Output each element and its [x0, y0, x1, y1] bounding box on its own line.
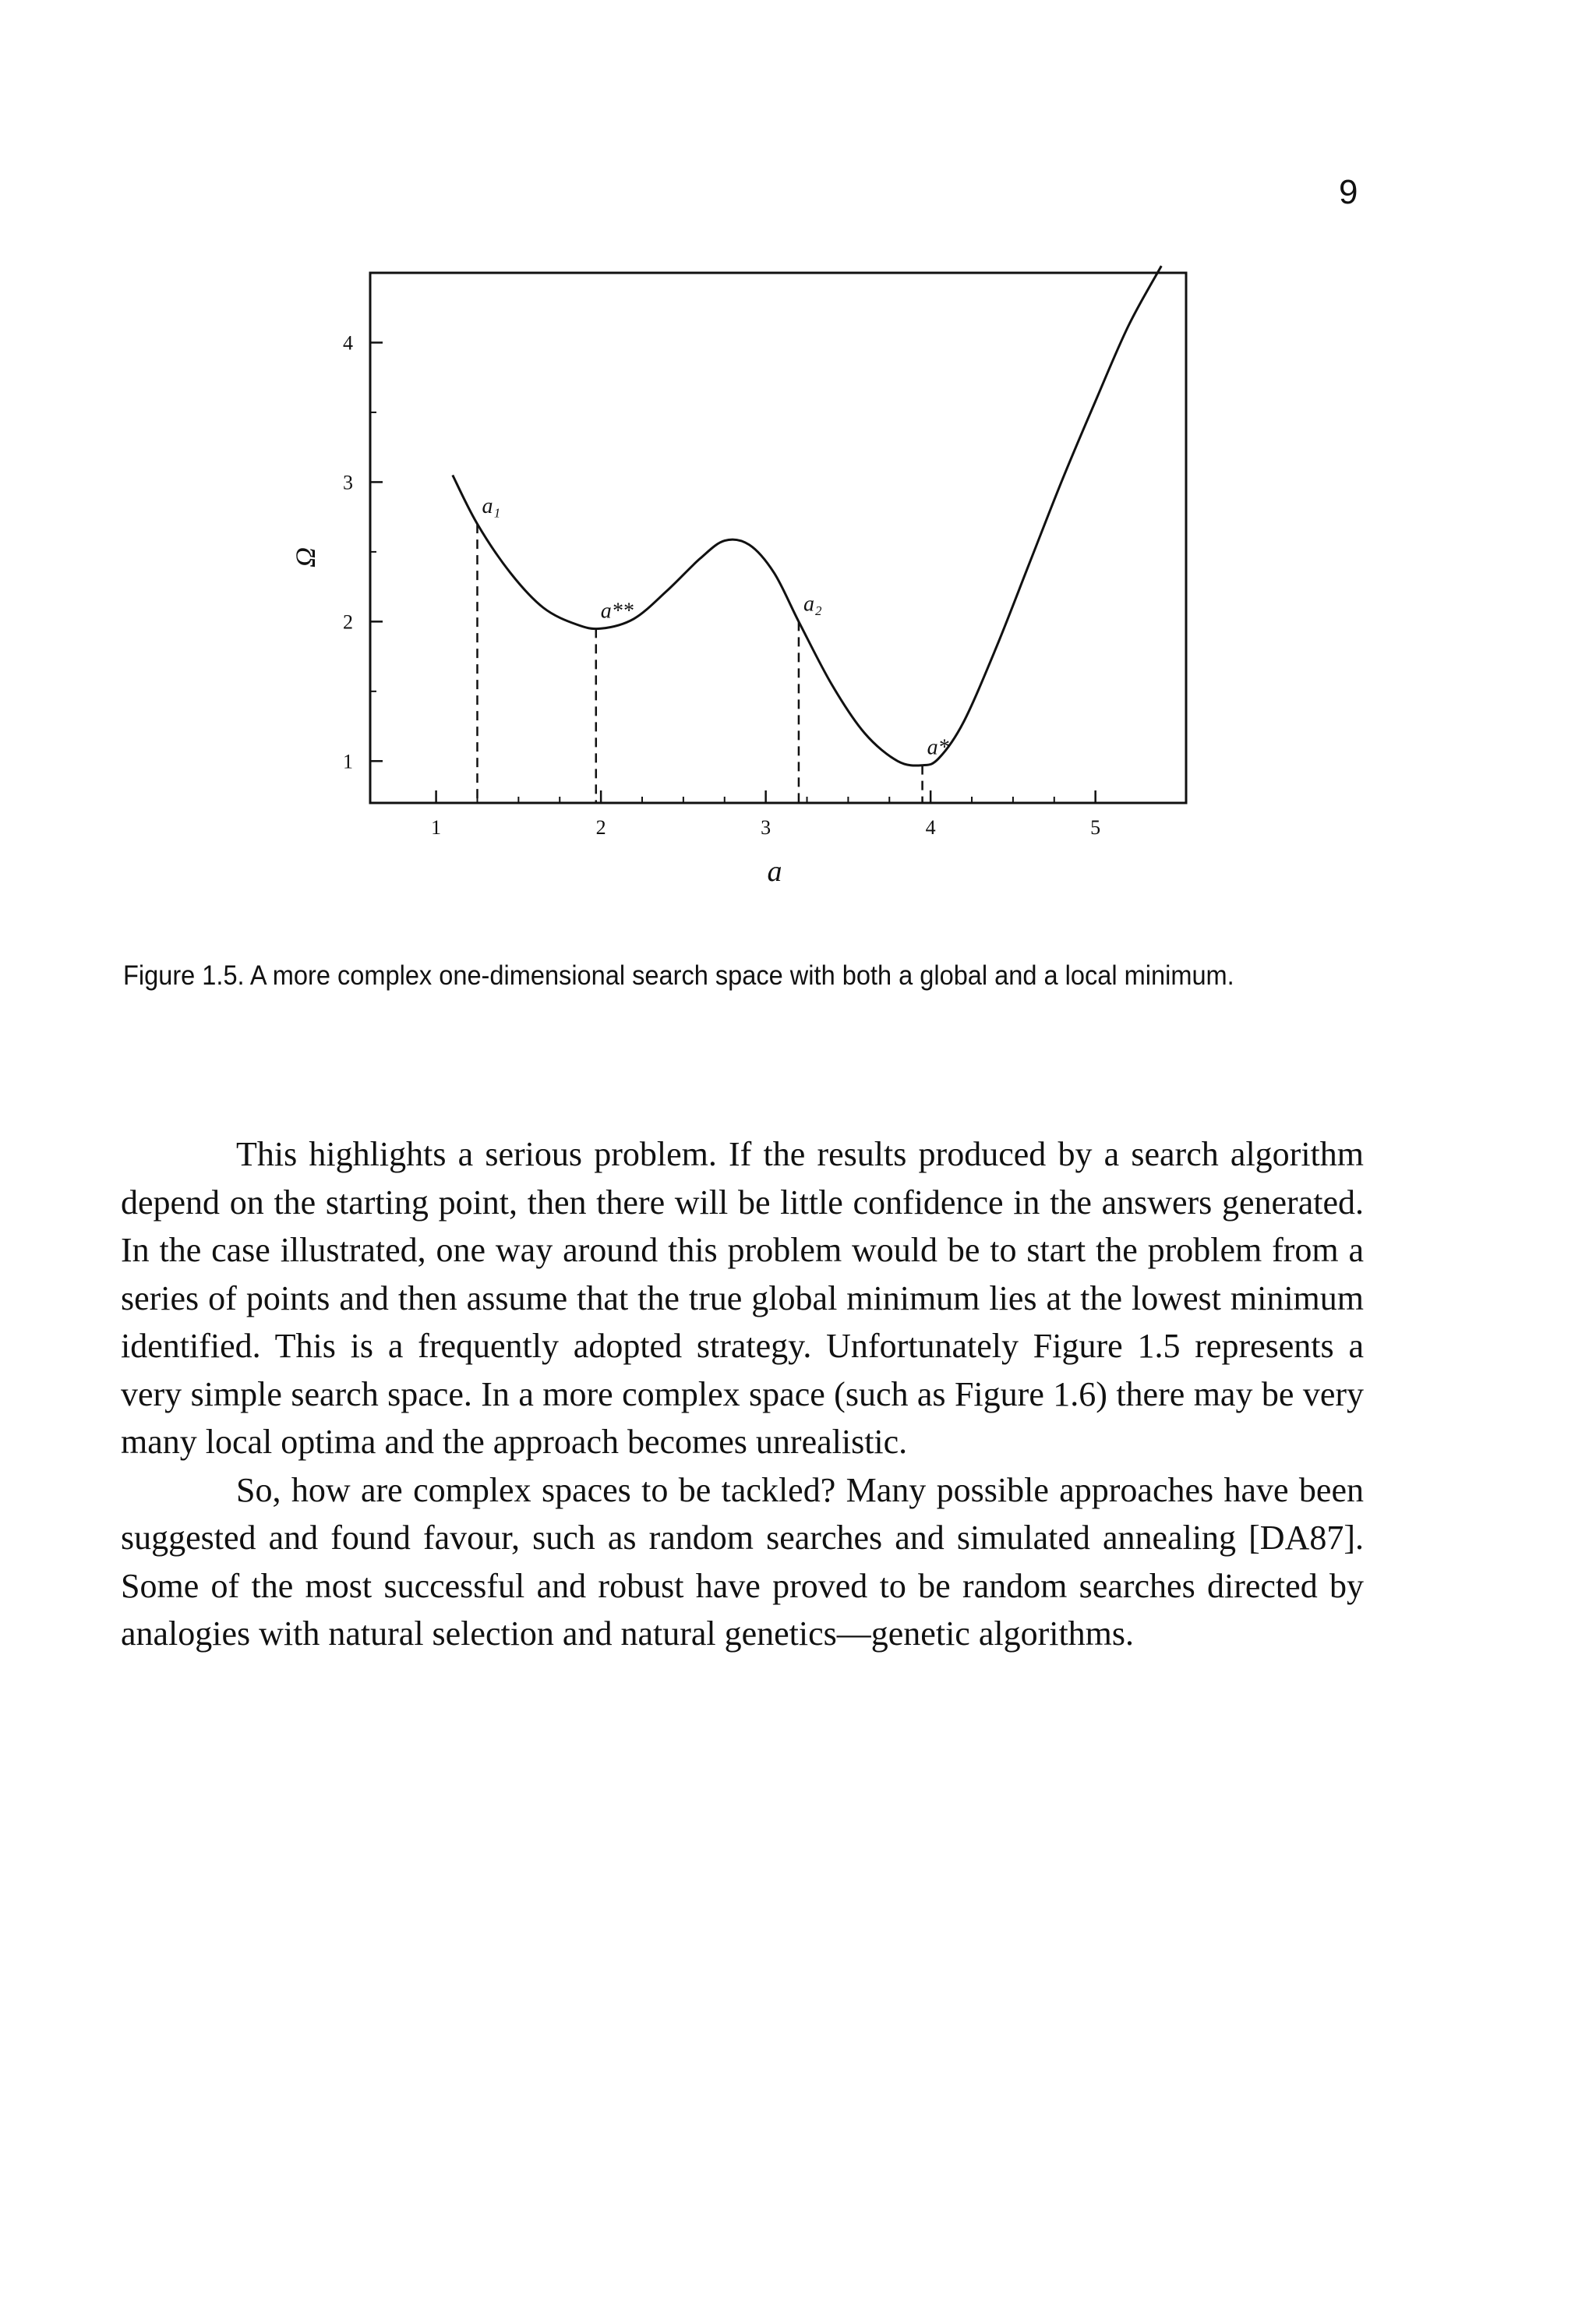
body-text: [121, 1130, 1364, 1658]
y-tick-label: 2: [343, 610, 353, 634]
curve-line: [453, 266, 1162, 766]
x-tick-label: 2: [595, 816, 606, 839]
x-tick-label: 5: [1090, 816, 1101, 839]
paragraph-2: So, how are complex spaces to be tackled? Many possible approaches have been suggested and found favour, such as random searches and simulated annealing [DA87]. Some of the most successful and robust have proved to be random searches directed by analogies with natural selection and natural genetics—genetic algorithms.: [121, 1470, 1364, 1653]
x-tick-label: 1: [431, 816, 442, 839]
y-axis-label: Ω: [290, 546, 321, 568]
marker-label: a**: [600, 599, 634, 624]
page-number: 9: [1339, 173, 1358, 211]
y-tick-label: 4: [343, 331, 353, 355]
marker-label: a₁: [482, 494, 501, 519]
marker-label: a₂: [803, 592, 822, 617]
figure-chart: [0, 0, 1596, 920]
plot-frame: [370, 273, 1186, 803]
x-axis-label: a: [767, 855, 782, 888]
x-tick-label: 3: [761, 816, 772, 839]
marker-label: a*: [927, 735, 949, 760]
y-tick-label: 1: [343, 750, 353, 773]
paragraph-1: This highlights a serious problem. If the results produced by a search algorithm depend on the starting point, then there will be little confidence in the answers generated. In the case illustrated, one way around this problem would be to start the problem from a series of points and then assume that the true global minimum lies at the lowest minimum identified. This is a frequently adopted strategy. Unfortunately Figure 1.5 represents a very simple search space. In a more complex space (such as Figure 1.6) there may be very many local optima and the approach becomes unrealistic.: [121, 1135, 1364, 1461]
x-tick-label: 4: [925, 816, 936, 839]
y-tick-label: 3: [343, 471, 353, 494]
figure-caption: Figure 1.5. A more complex one-dimensional search space with both a global and a local minimum.: [123, 960, 1234, 991]
